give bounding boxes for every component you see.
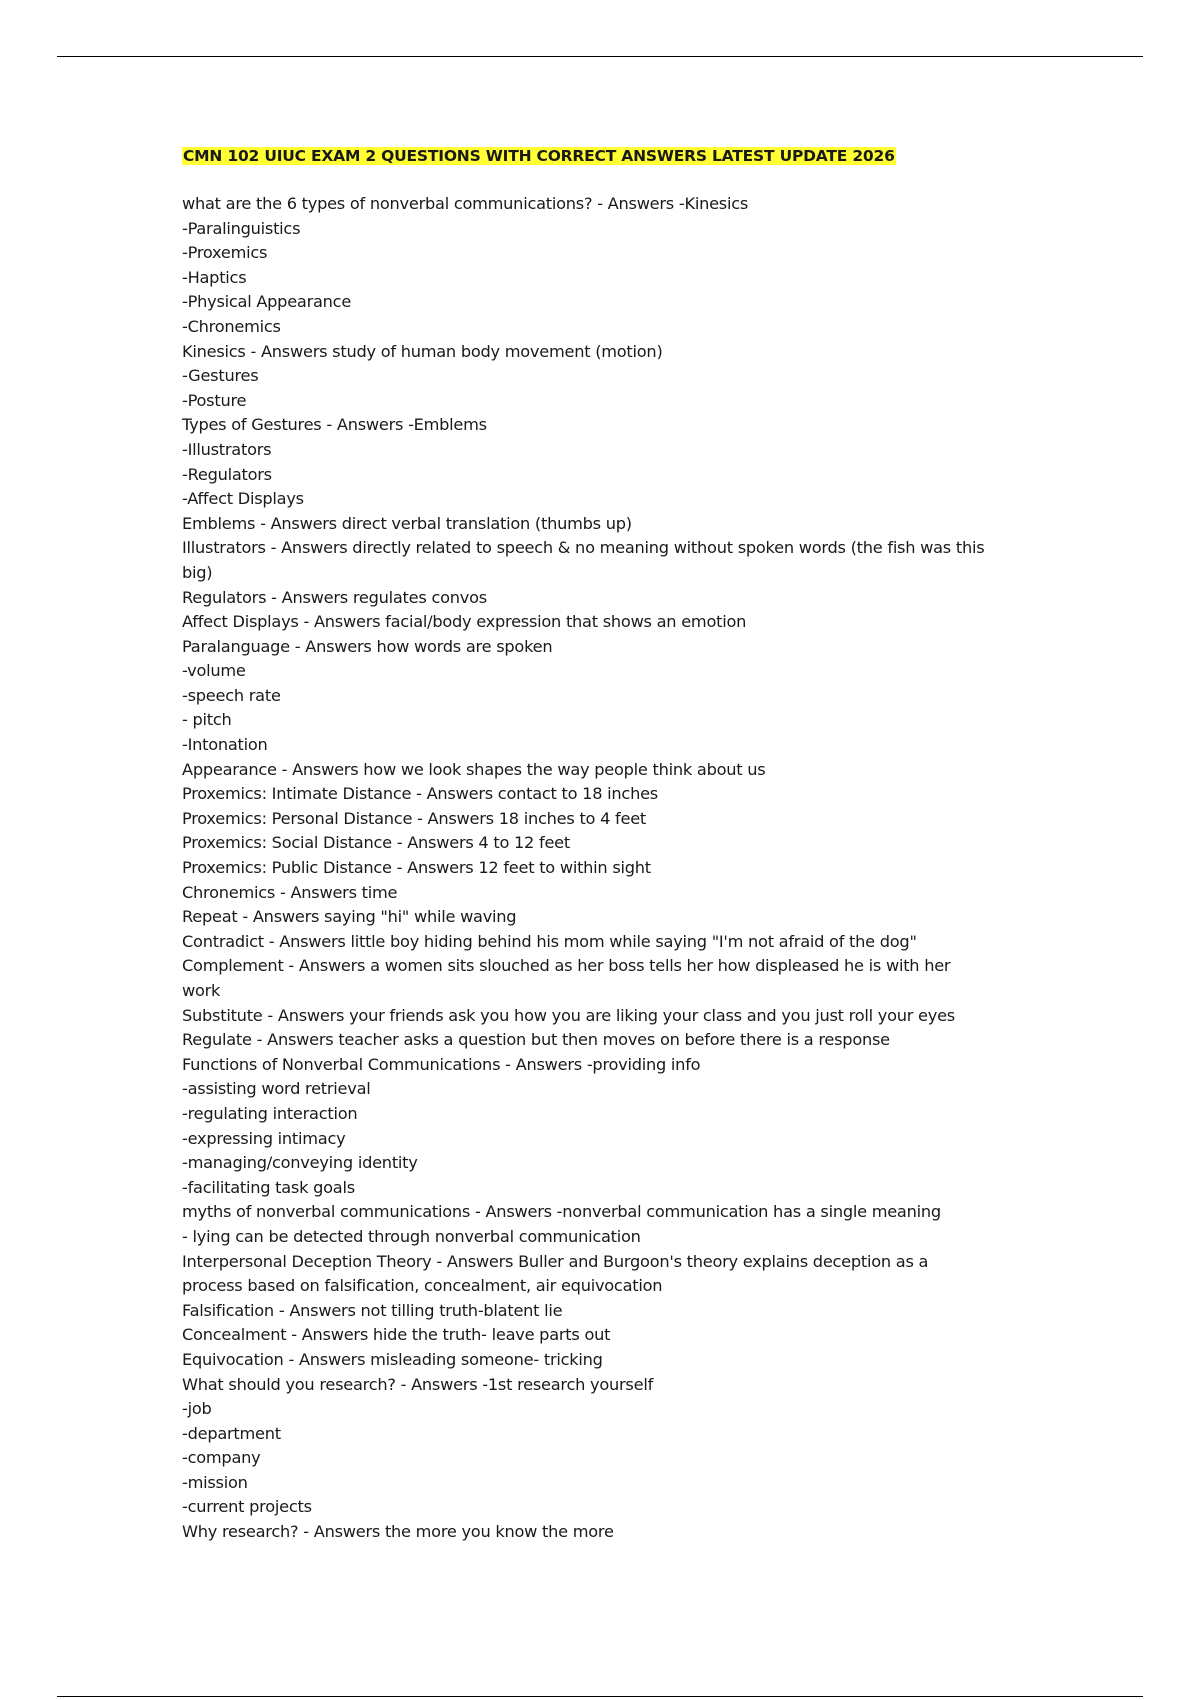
document-title-text: CMN 102 UIUC EXAM 2 QUESTIONS WITH CORRECT ANSWERS LATEST UPDATE 2026 [183,147,895,165]
qa-line: -Illustrators [182,439,272,459]
qa-line: work [182,981,221,1000]
qa-line: Repeat - Answers saying "hi" while waving [182,907,517,927]
qa-line: -job [182,1399,212,1419]
qa-line: -regulating interaction [182,1103,358,1123]
qa-line: Falsification - Answers not tilling truth-blatent lie [182,1300,563,1320]
qa-line: -Proxemics [182,243,268,263]
qa-line: - pitch [182,710,232,730]
qa-line: process based on falsification, concealment, air equivocation [182,1276,663,1296]
qa-line: -company [182,1448,261,1468]
qa-line: Illustrators - Answers directly related to speech & no meaning without spoken words (the fish was this [182,538,985,558]
qa-line: Proxemics: Intimate Distance - Answers contact to 18 inches [182,784,658,804]
qa-line: Complement - Answers a women sits slouched as her boss tells her how displeased he is with her [182,956,951,976]
qa-line: Regulators - Answers regulates convos [182,587,487,607]
qa-line: Kinesics - Answers study of human body movement (motion) [182,341,663,361]
qa-line: big) [182,562,213,582]
qa-line: Types of Gestures - Answers -Emblems [182,415,487,435]
qa-line: Proxemics: Public Distance - Answers 12 feet to within sight [182,858,651,878]
qa-line: -mission [182,1472,248,1492]
document-title [182,146,1032,166]
qa-line: Emblems - Answers direct verbal translation (thumbs up) [182,513,632,533]
qa-line: -Physical Appearance [182,292,352,312]
qa-line: Appearance - Answers how we look shapes the way people think about us [182,759,766,779]
qa-line: what are the 6 types of nonverbal communications? - Answers -Kinesics [182,194,749,213]
document-body [182,146,1032,1545]
qa-line: What should you research? - Answers -1st research yourself [182,1374,654,1394]
qa-line: Proxemics: Social Distance - Answers 4 to 12 feet [182,833,570,853]
qa-line: -Paralinguistics [182,218,301,238]
qa-line: -current projects [182,1497,312,1517]
qa-line: Functions of Nonverbal Communications - Answers -providing info [182,1054,701,1074]
qa-line: Why research? - Answers the more you know the more [182,1522,614,1542]
bottom-rule [57,1696,1143,1697]
qa-line: -volume [182,661,246,681]
qa-line: -speech rate [182,685,281,705]
qa-line: Chronemics - Answers time [182,882,398,902]
qa-line: -Chronemics [182,316,281,336]
qa-line: -managing/conveying identity [182,1153,418,1173]
qa-line: Concealment - Answers hide the truth- leave parts out [182,1325,611,1345]
qa-line: - lying can be detected through nonverbal communication [182,1226,641,1246]
qa-line: -department [182,1423,281,1443]
qa-line: myths of nonverbal communications - Answers -nonverbal communication has a single meaning [182,1202,941,1222]
qa-line: Regulate - Answers teacher asks a question but then moves on before there is a response [182,1030,890,1050]
qa-line: -Gestures [182,366,259,386]
qa-line: -facilitating task goals [182,1177,355,1197]
qa-line: Equivocation - Answers misleading someone- tricking [182,1349,603,1369]
qa-line: Proxemics: Personal Distance - Answers 18 inches to 4 feet [182,808,646,828]
qa-line: Substitute - Answers your friends ask you how you are liking your class and you just roll your eyes [182,1005,955,1025]
qa-line: Contradict - Answers little boy hiding behind his mom while saying "I'm not afraid of the dog" [182,931,917,951]
top-rule [57,56,1143,57]
qa-list [182,192,1032,1545]
qa-line: -Affect Displays [182,489,304,509]
qa-line: -Haptics [182,267,247,287]
qa-line: Interpersonal Deception Theory - Answers Buller and Burgoon's theory explains deception as a [182,1251,929,1271]
qa-line: Affect Displays - Answers facial/body expression that shows an emotion [182,612,747,632]
qa-line: -assisting word retrieval [182,1079,371,1099]
qa-line: Paralanguage - Answers how words are spoken [182,636,553,656]
qa-line: -expressing intimacy [182,1128,346,1148]
qa-line: -Posture [182,390,247,410]
qa-line: -Regulators [182,464,272,484]
qa-line: -Intonation [182,735,268,755]
